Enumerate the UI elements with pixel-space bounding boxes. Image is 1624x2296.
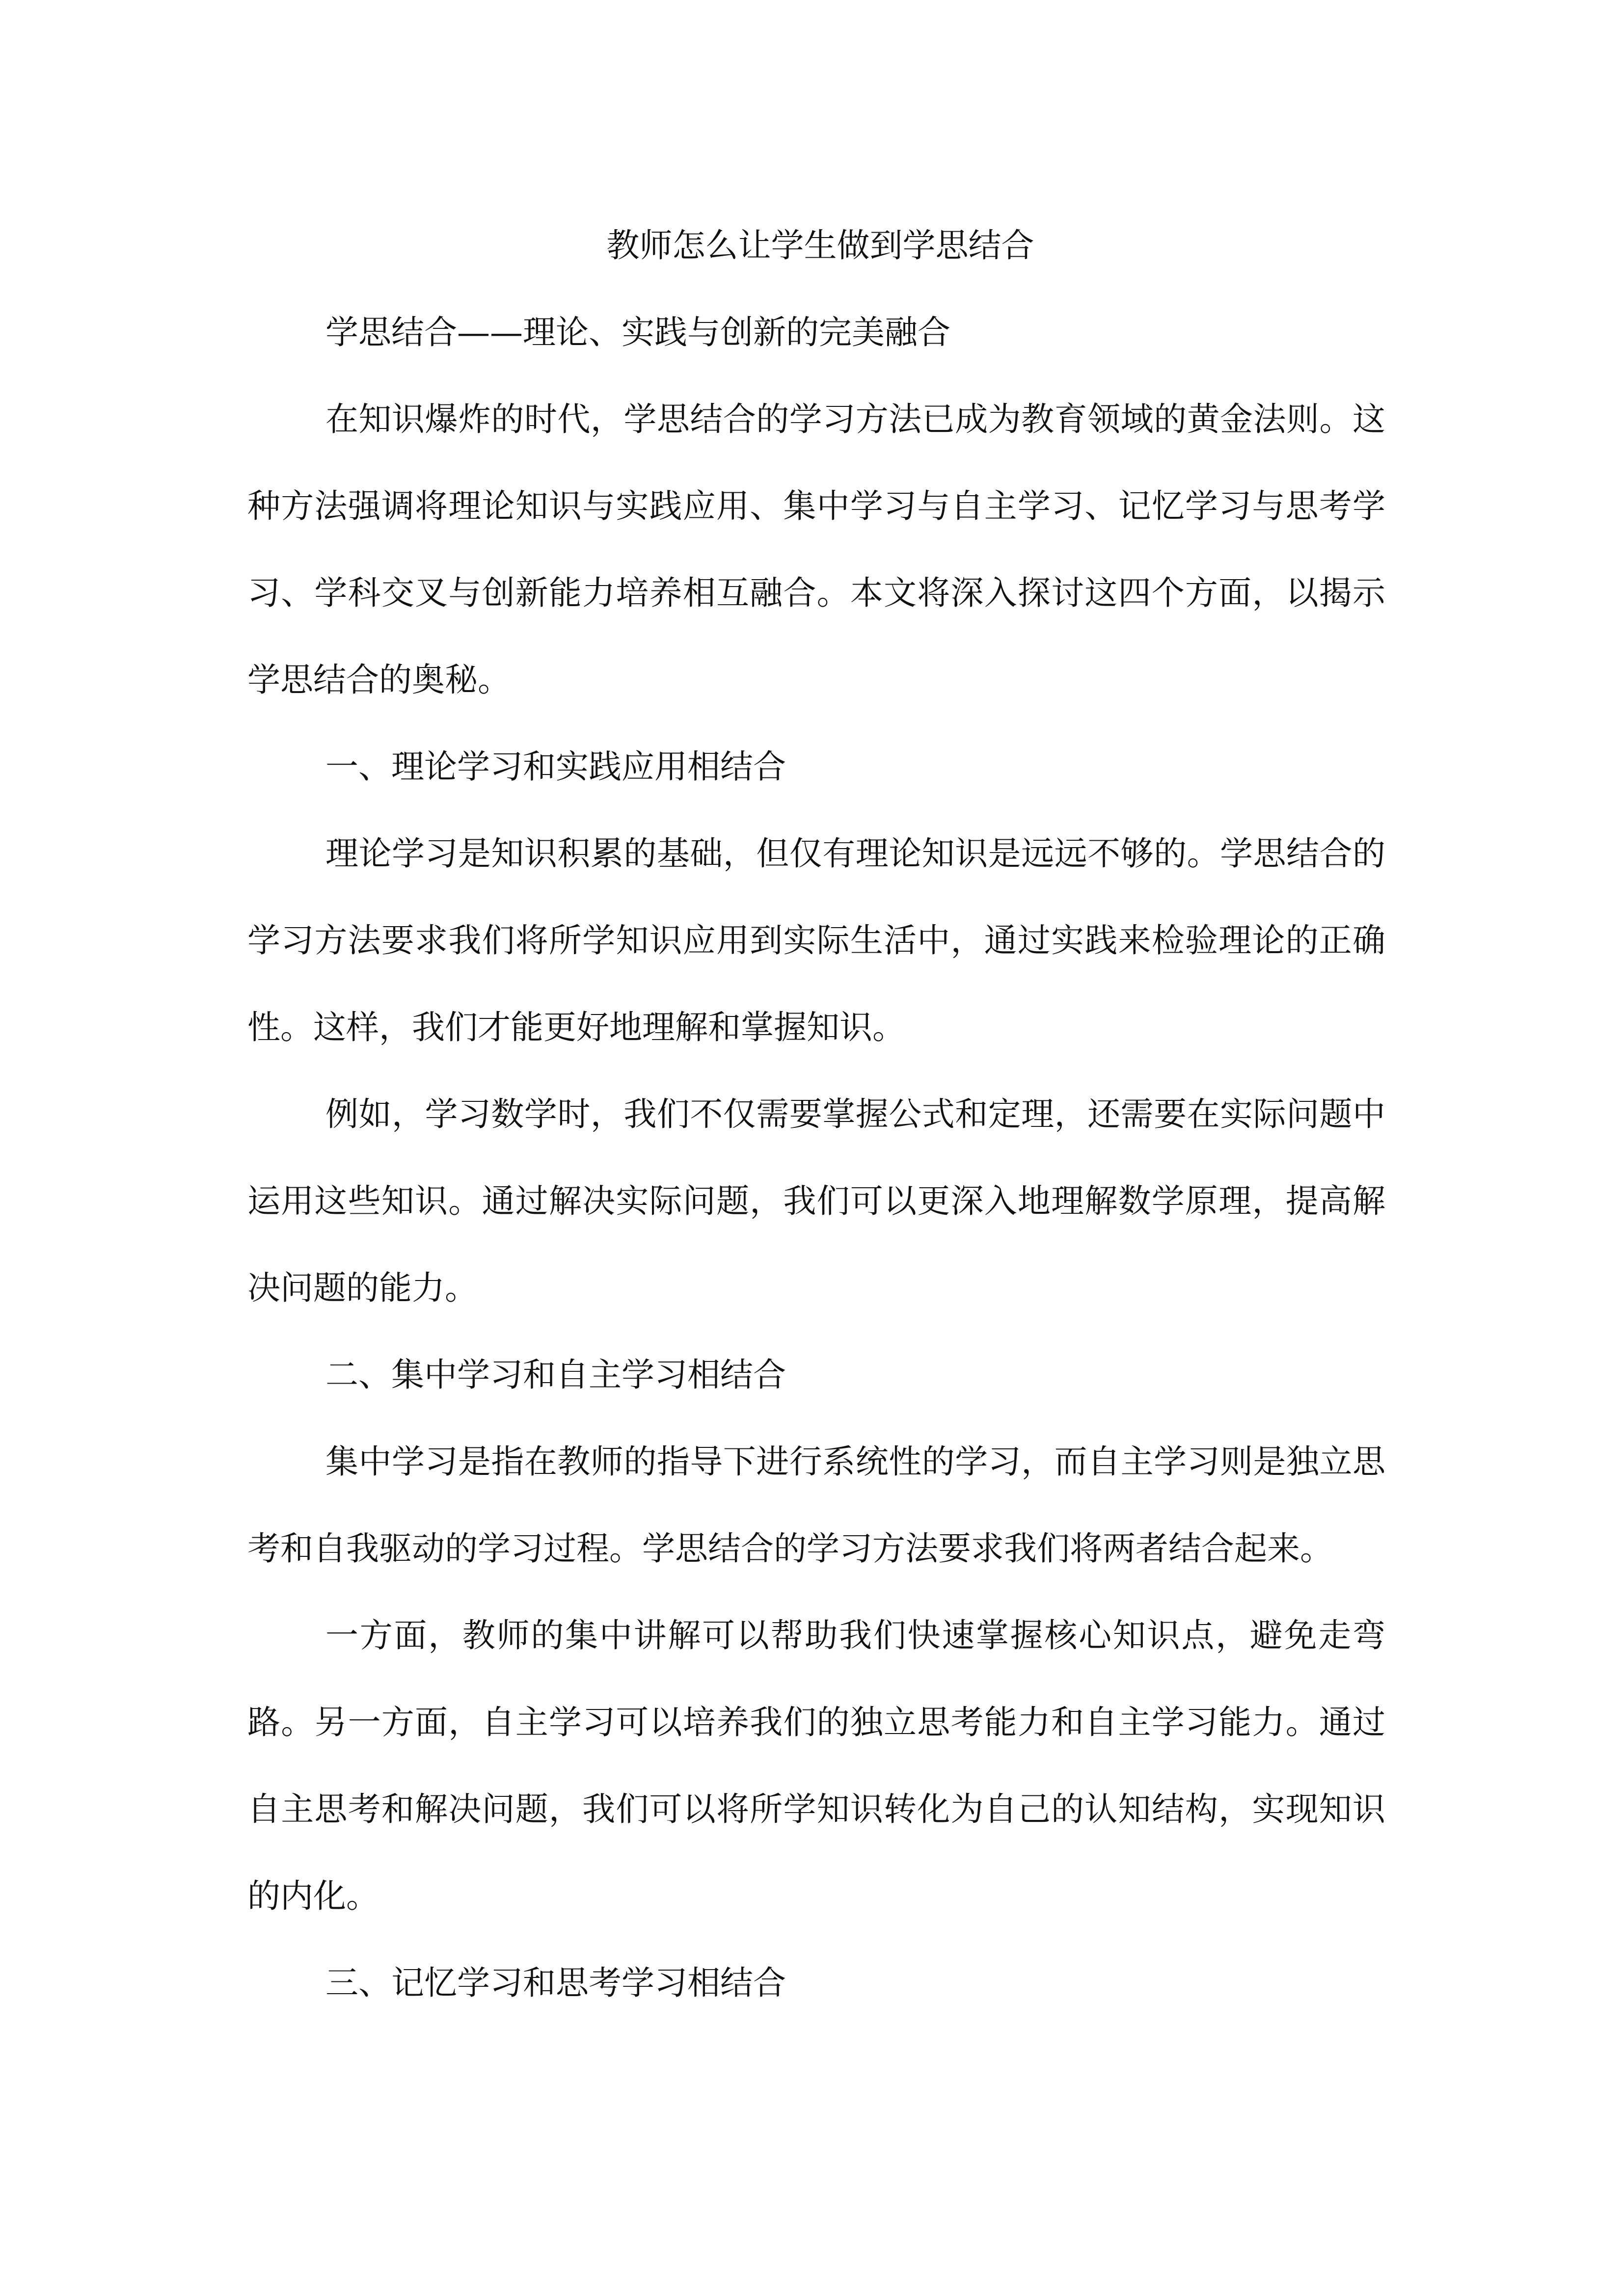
- paragraph-section-1b: 例如，学习数学时，我们不仅需要掌握公式和定理，还需要在实际问题中运用这些知识。通过解决实际问题，我们可以更深入地理解数学原理，提高解决问题的能力。: [247, 1095, 1385, 1307]
- document-body: [247, 202, 1385, 2027]
- paragraph-intro: 在知识爆炸的时代，学思结合的学习方法已成为教育领域的黄金法则。这种方法强调将理论知识与实践应用、集中学习与自主学习、记忆学习与思考学习、学科交叉与创新能力培养相互融合。本文将深入探讨这四个方面，以揭示学思结合的奥秘。: [247, 400, 1385, 699]
- section-heading-3: 三、记忆学习和思考学习相结合: [325, 1964, 786, 2002]
- document-title: 教师怎么让学生做到学思结合: [606, 226, 1034, 265]
- paragraph-section-2b: 一方面，教师的集中讲解可以帮助我们快速掌握核心知识点，避免走弯路。另一方面，自主学习可以培养我们的独立思考能力和自主学习能力。通过自主思考和解决问题，我们可以将所学知识转化为自己的认知结构，实现知识的内化。: [247, 1616, 1385, 1915]
- paragraph-section-2a: 集中学习是指在教师的指导下进行系统性的学习，而自主学习则是独立思考和自我驱动的学习过程。学思结合的学习方法要求我们将两者结合起来。: [247, 1442, 1385, 1568]
- paragraph-subtitle: 学思结合——理论、实践与创新的完美融合: [325, 313, 950, 351]
- section-heading-2: 二、集中学习和自主学习相结合: [325, 1356, 786, 1394]
- paragraph-section-1a: 理论学习是知识积累的基础，但仅有理论知识是远远不够的。学思结合的学习方法要求我们将所学知识应用到实际生活中，通过实践来检验理论的正确性。这样，我们才能更好地理解和掌握知识。: [247, 834, 1385, 1046]
- section-heading-1: 一、理论学习和实践应用相结合: [325, 748, 786, 786]
